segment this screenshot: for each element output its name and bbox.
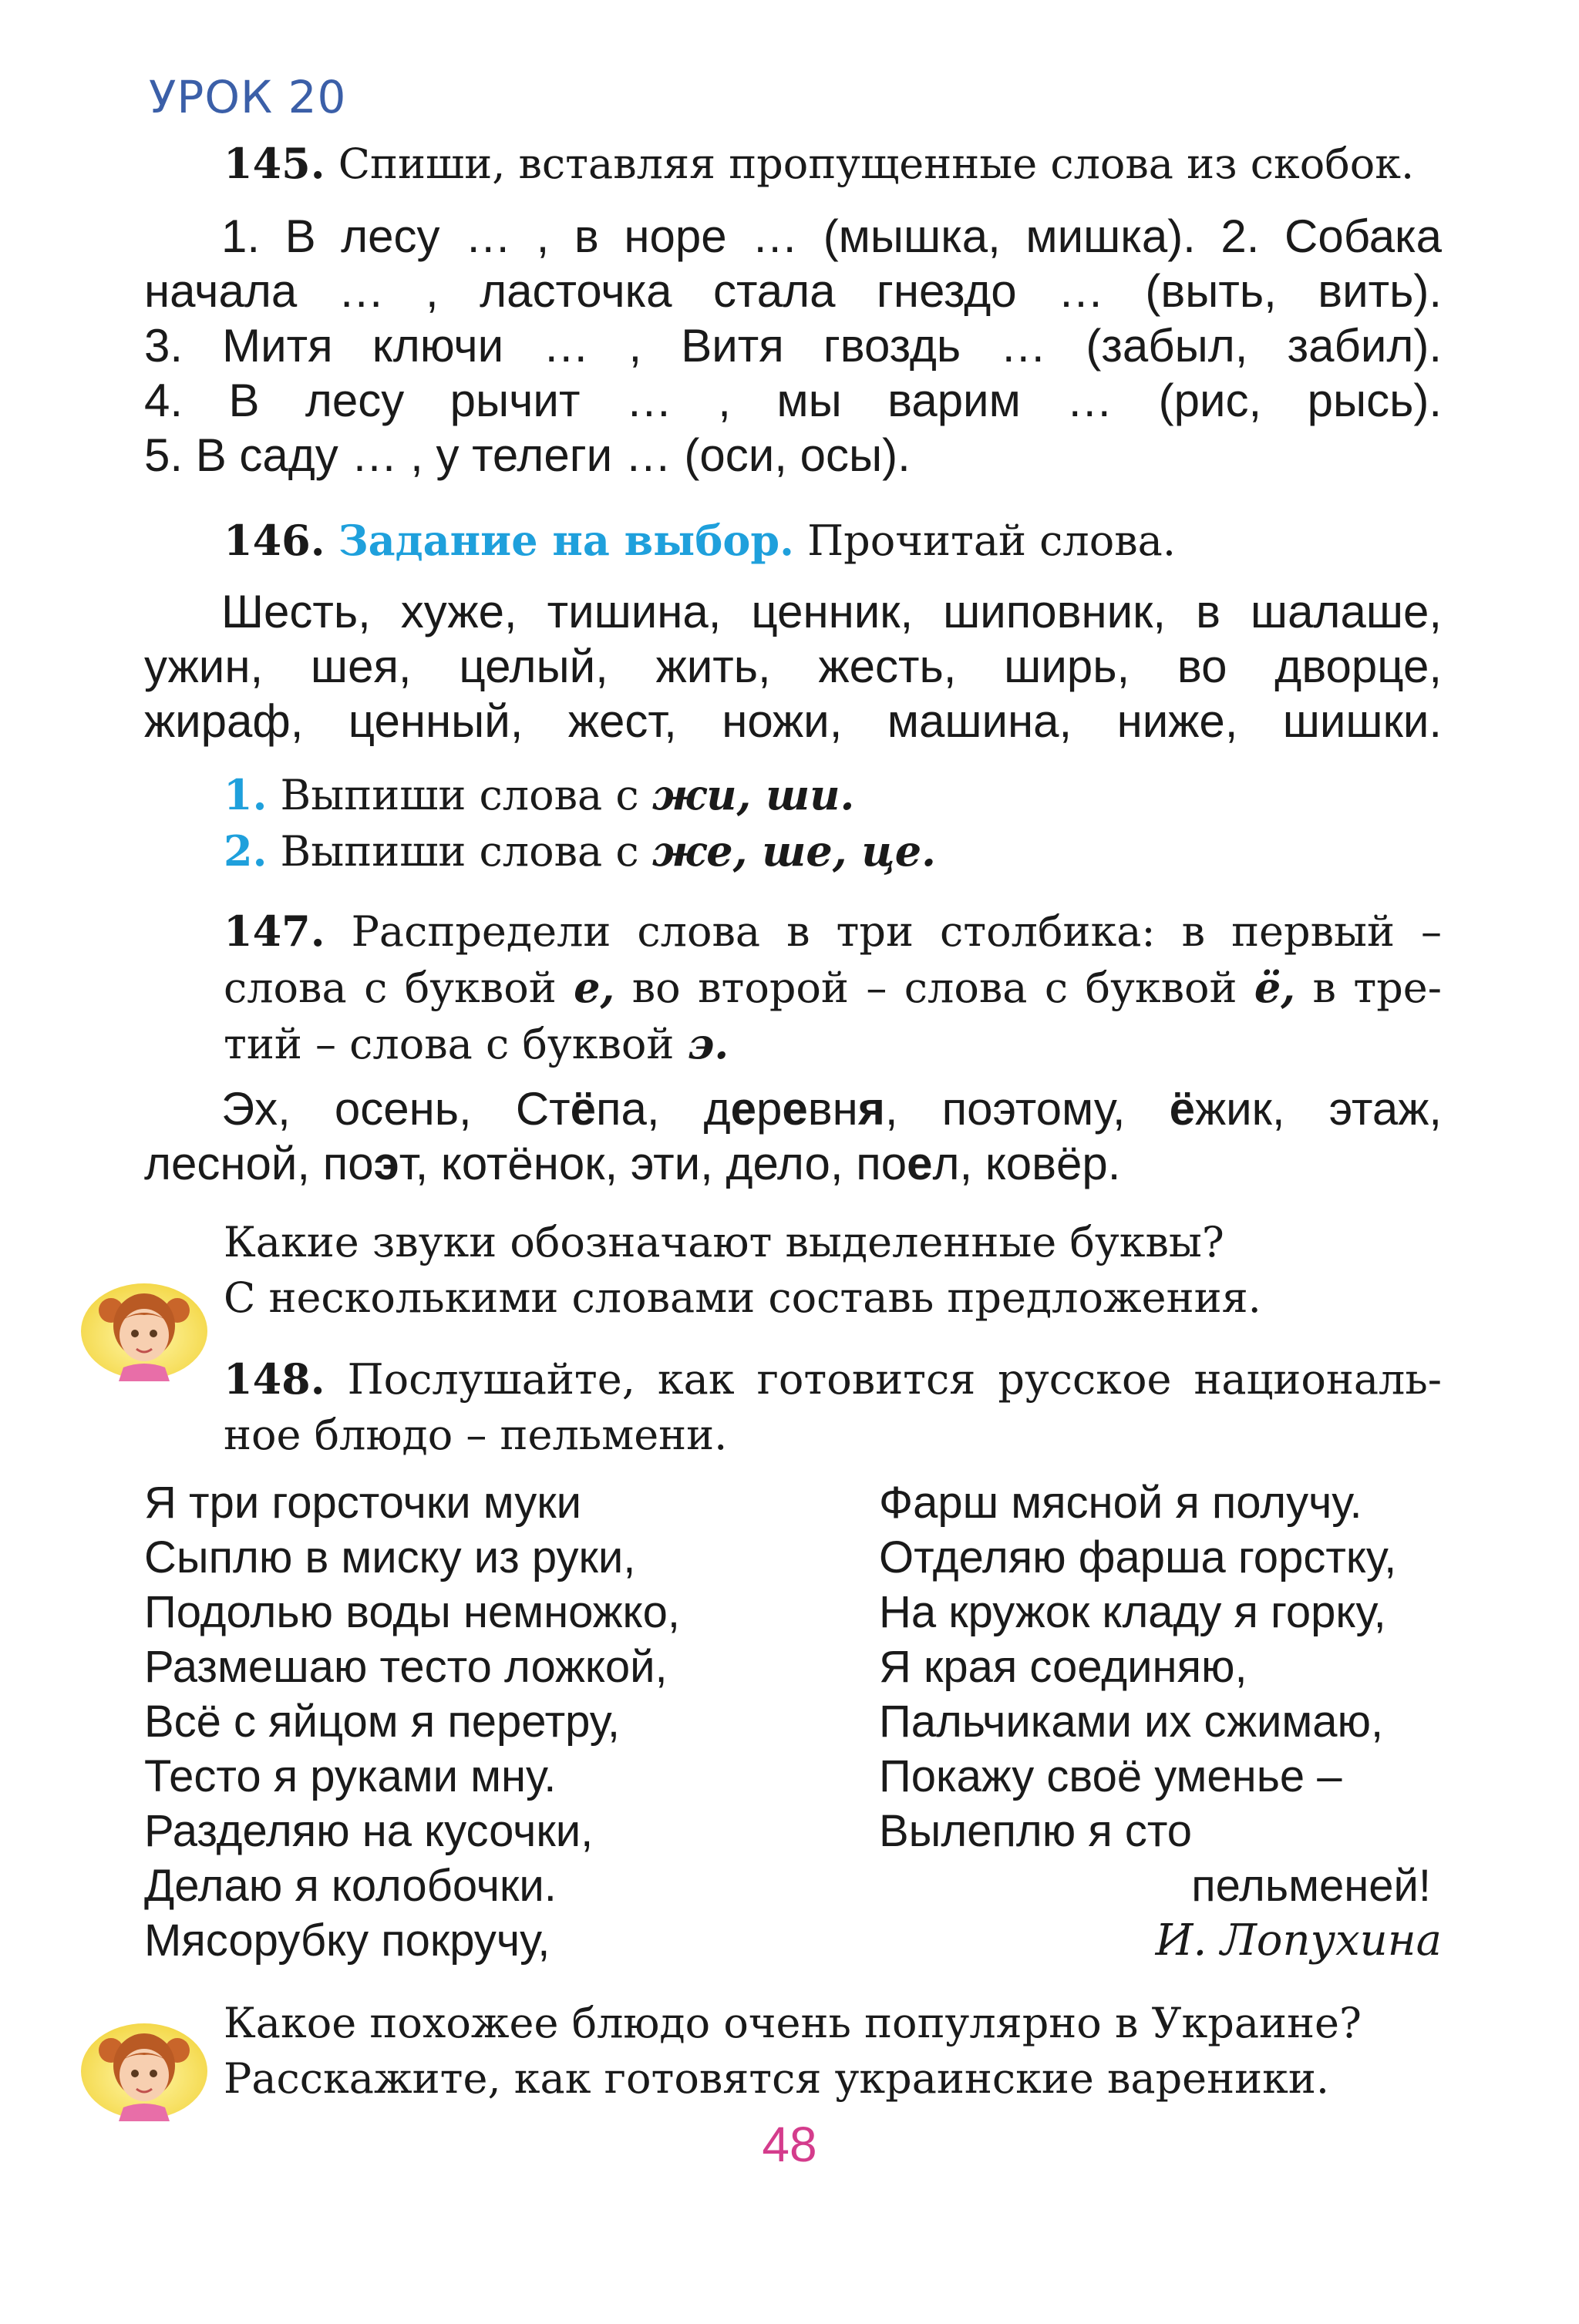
poem-line: Делаю я колобочки. — [144, 1861, 557, 1911]
poem-line: Я края соединяю, — [879, 1642, 1247, 1692]
instruction-line — [224, 1351, 1442, 1408]
word-text: па, д — [596, 1083, 731, 1135]
instruction-line: ное блюдо – пельмени. — [224, 1411, 728, 1459]
instruction-text: Распредели слова в три столбика: в первый – — [351, 907, 1442, 956]
text-line: 4. В лесу рычит … , мы варим … (рис, рысь). — [144, 375, 1442, 426]
instruction-text: Послушайте, как готовится русское националь- — [347, 1355, 1442, 1404]
instruction-text: тий – слова с буквой — [224, 1020, 688, 1068]
poem-line: Подолью воды немножко, — [144, 1587, 680, 1637]
subtask-number: 2. — [224, 826, 268, 876]
word-text: вн — [807, 1083, 858, 1135]
exercise-146-subtasks — [224, 767, 1442, 879]
poem-line: Мясорубку покручу, — [144, 1915, 550, 1966]
question-line: Какие звуки обозначают выделенные буквы? — [224, 1218, 1224, 1266]
poem-line: Сыплю в миску из руки, — [144, 1532, 636, 1582]
exercise-number: 145. — [224, 139, 325, 188]
poem-line: Разделяю на кусочки, — [144, 1806, 594, 1856]
subtask-1 — [224, 767, 1442, 823]
lesson-title: УРОК 20 — [149, 71, 347, 123]
highlighted-letter: е — [782, 1083, 808, 1135]
poem-line: Фарш мясной я получу. — [879, 1478, 1362, 1528]
letter-emphasis: э. — [687, 1019, 729, 1068]
exercise-147-instruction — [224, 903, 1442, 1072]
exercise-148-questions — [224, 1996, 1457, 2107]
exercise-148-instruction — [224, 1351, 1442, 1463]
poem-line: Я три горсточки муки — [144, 1478, 582, 1528]
text-line — [144, 1081, 1442, 1136]
subtask-emphasis: жи, ши. — [651, 770, 855, 819]
highlighted-letter: я — [857, 1083, 885, 1135]
highlighted-letter: ё — [570, 1083, 597, 1135]
exercise-number: 147. — [224, 906, 325, 956]
girl-avatar-icon — [79, 1273, 210, 1381]
question-line: Расскажите, как готовятся украинские вареники. — [224, 2054, 1330, 2103]
exercise-146-words — [144, 584, 1442, 748]
text-line: Шесть, хуже, тишина, ценник, шиповник, в шалаше, — [221, 586, 1442, 637]
highlighted-letter: е — [907, 1138, 933, 1189]
poem-line: Вылеплю я сто — [879, 1806, 1193, 1856]
instruction-text: во второй – слова с буквой — [614, 964, 1254, 1012]
exercise-145-text — [144, 209, 1442, 483]
poem-line: Покажу своё уменье – — [879, 1751, 1342, 1801]
highlighted-letter: э — [373, 1138, 399, 1189]
poem-line: пельменей! — [1191, 1861, 1431, 1911]
exercise-145-instruction — [224, 136, 1442, 192]
text-line: начала … , ласточка стала гнездо … (выть, вить). — [144, 265, 1442, 317]
instruction-line — [224, 903, 1442, 960]
instruction-text: Спиши, вставляя пропущенные слова из скобок. — [338, 140, 1415, 188]
exercise-147-questions — [224, 1215, 1442, 1326]
text-line: 3. Митя ключи … , Витя гвоздь … (забыл, забил). — [144, 320, 1442, 372]
subtask-number: 1. — [224, 770, 268, 819]
page-number: 48 — [762, 2117, 817, 2172]
highlighted-letter: е — [730, 1083, 757, 1135]
question-line: Какое похожее блюдо очень популярно в Украине? — [224, 1999, 1362, 2047]
choice-label: Задание на выбор. — [338, 516, 794, 565]
letter-emphasis: е, — [574, 963, 615, 1012]
text-line: 5. В саду … , у телеги … (оси, осы). — [144, 429, 911, 481]
word-text: т, котёнок, эти, дело, по — [399, 1138, 907, 1189]
highlighted-letter: ё — [1169, 1083, 1196, 1135]
word-text: р — [756, 1083, 783, 1135]
instruction-line — [224, 1016, 1442, 1072]
subtask-text: Выпиши слова с — [280, 827, 652, 876]
word-text: л, ковёр. — [932, 1138, 1121, 1189]
exercise-147-words — [144, 1081, 1442, 1191]
poem-line: Тесто я руками мну. — [144, 1751, 557, 1801]
subtask-text: Выпиши слова с — [280, 771, 652, 819]
text-line — [144, 1136, 1442, 1191]
poem-line: Всё с яйцом я перетру, — [144, 1697, 621, 1747]
subtask-2 — [224, 823, 1442, 879]
instruction-line — [224, 960, 1442, 1016]
instruction-text: в тре- — [1295, 964, 1442, 1012]
letter-emphasis: ё, — [1254, 963, 1296, 1012]
subtask-emphasis: же, ше, це. — [651, 826, 936, 876]
instruction-text: Прочитай слова. — [807, 516, 1176, 565]
poem-right-column — [879, 1475, 1442, 1968]
text-line: 1. В лесу … , в норе … (мышка, мишка). 2. Собака — [221, 210, 1442, 262]
exercise-number: 148. — [224, 1354, 325, 1404]
word-text: лесной, по — [144, 1138, 374, 1189]
poem-line: Отделяю фарша горстку, — [879, 1532, 1397, 1582]
word-text: , поэтому, — [884, 1083, 1170, 1135]
exercise-146-instruction — [224, 513, 1442, 569]
question-line: С несколькими словами составь предложения. — [224, 1273, 1261, 1322]
girl-avatar-icon — [79, 2013, 210, 2121]
instruction-text: слова с буквой — [224, 964, 574, 1012]
poem-left-column — [144, 1475, 838, 1968]
exercise-number: 146. — [224, 516, 325, 565]
text-line: жираф, ценный, жест, ножи, машина, ниже, шишки. — [144, 695, 1442, 747]
text-line: ужин, шея, целый, жить, жесть, ширь, во дворце, — [144, 641, 1442, 692]
poem-line: Размешаю тесто ложкой, — [144, 1642, 668, 1692]
poem-line: Пальчиками их сжимаю, — [879, 1697, 1384, 1747]
poem-line: На кружок кладу я горку, — [879, 1587, 1386, 1637]
word-text: Эх, осень, Ст — [221, 1083, 571, 1135]
word-text: жик, этаж, — [1195, 1083, 1442, 1135]
poem-author: И. Лопухина — [1155, 1915, 1442, 1966]
